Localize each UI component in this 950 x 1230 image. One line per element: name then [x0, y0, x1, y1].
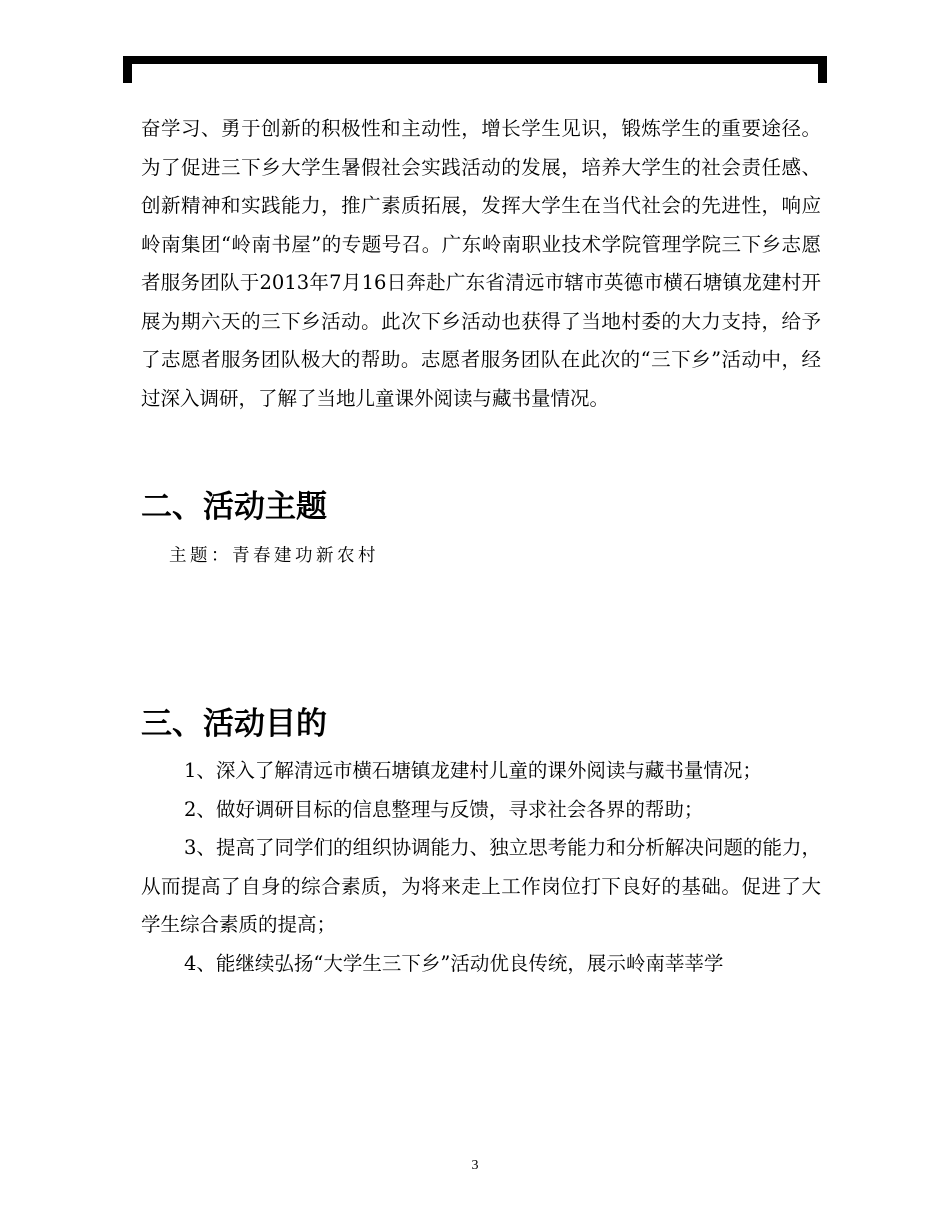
activity-theme-text: 主题：青春建功新农村 — [169, 546, 379, 566]
page-number: 3 — [471, 1158, 479, 1173]
page-header-rule-right-tick — [818, 56, 827, 83]
page-header-rule-left-tick — [123, 56, 132, 83]
purpose-item: 4、能继续弘扬“大学生三下乡”活动优良传统，展示岭南莘莘学 — [184, 951, 724, 975]
purpose-item: 1、深入了解清远市横石塘镇龙建村儿童的课外阅读与藏书量情况； — [184, 759, 762, 782]
page-header-rule — [123, 56, 827, 64]
section-heading-activity-purpose: 三、活动目的 — [141, 706, 327, 742]
section-heading-activity-theme: 二、活动主题 — [141, 489, 327, 525]
intro-paragraph: 奋学习、勇于创新的积极性和主动性，增长学生见识，锻炼学生的重要途径。为了促进三下乡大学生暑假社会实践活动的发展，培养大学生的社会责任感、创新精神和实践能力，推广素质拓展，发挥大学生在当代社会的先进性，响应岭南集团“岭南书屋”的专题号召。广东岭南职业技术学院管理学院三下乡志愿者服务团队于2013年7月16日奔赴广东省清远市辖市英德市横石塘镇龙建村开展为期六天的三下乡活动。此次下乡活动也获得了当地村委的大力支持，给予了志愿者服务团队极大的帮助。志愿者服务团队在此次的“三下乡”活动中，经过深入调研，了解了当地儿童课外阅读与藏书量情况。 — [141, 117, 821, 410]
purpose-item: 3、提高了同学们的组织协调能力、独立思考能力和分析解决问题的能力，从而提高了自身的综合素质，为将来走上工作岗位打下良好的基础。促进了大学生综合素质的提高； — [141, 836, 821, 936]
purpose-list — [141, 752, 821, 983]
document-body — [141, 110, 821, 983]
purpose-item: 2、做好调研目标的信息整理与反馈，寻求社会各界的帮助； — [184, 797, 704, 821]
